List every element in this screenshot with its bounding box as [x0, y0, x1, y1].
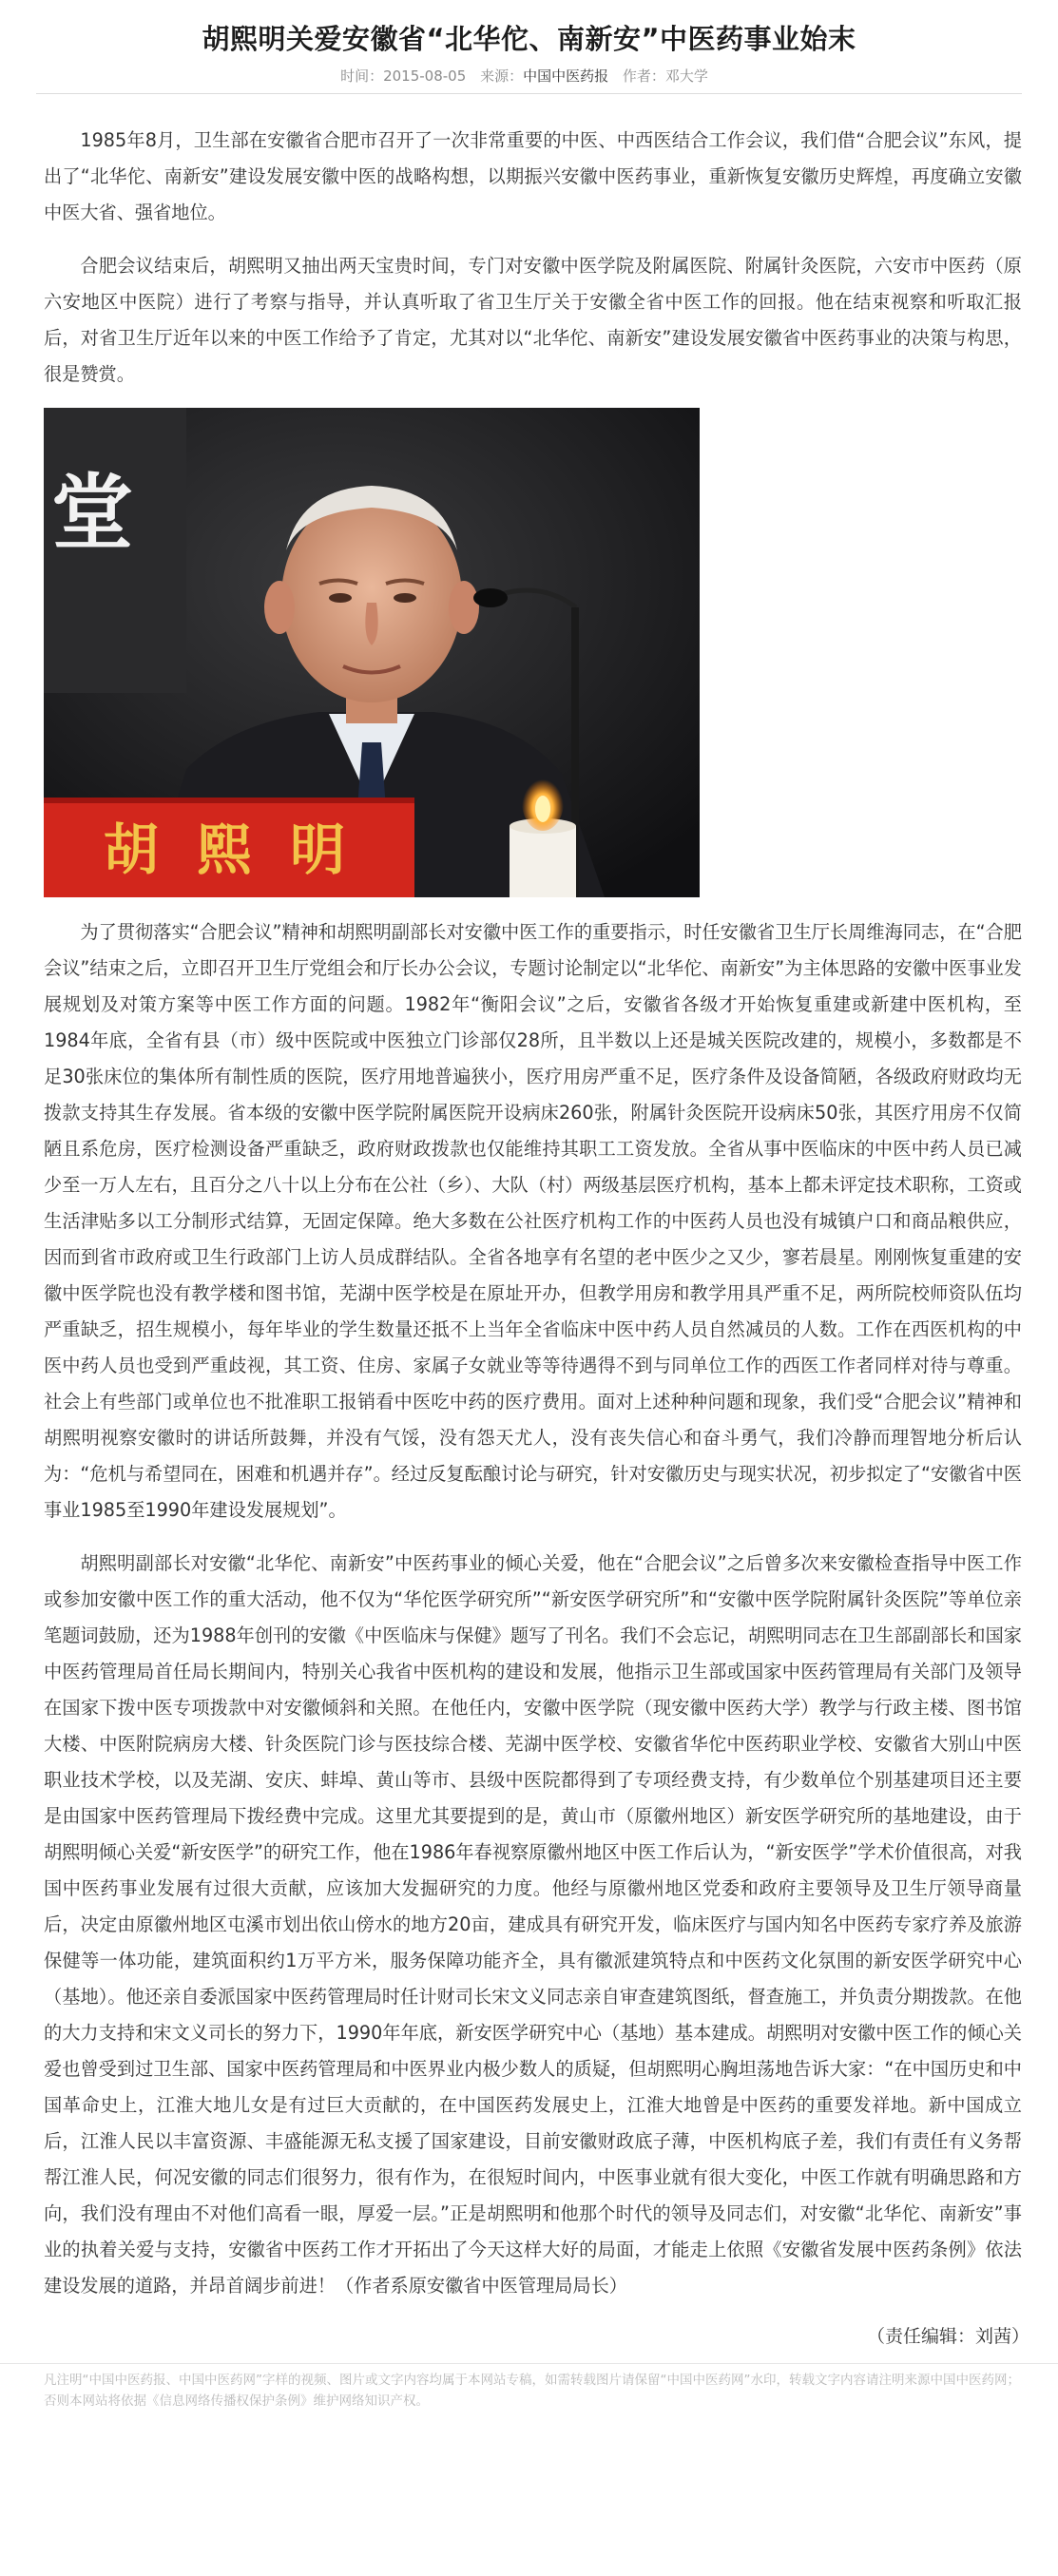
article-meta — [0, 65, 1058, 87]
author-label: 作者： — [622, 67, 665, 85]
article-body — [0, 123, 1058, 2304]
time-label: 时间： — [340, 67, 384, 85]
paragraph-2: 合肥会议结束后，胡熙明又抽出两天宝贵时间，专门对安徽中医学院及附属医院、附属针灸医院，六安市中医药（原六安地区中医院）进行了考察与指导，并认真听取了省卫生厅关于安徽全省中医工作的回报。他在结束视察和听取汇报后，对省卫生厅近年以来的中医工作给予了肯定，尤其对以“北华佗、南新安”建设发展安徽省中医药事业的决策与构思，很是赞赏。 — [44, 255, 1022, 385]
article-title: 胡熙明关爱安徽省“北华佗、南新安”中医药事业始末 — [202, 23, 856, 55]
paragraph-3: 为了贯彻落实“合肥会议”精神和胡熙明副部长对安徽中医工作的重要指示，时任安徽省卫生厅长周维海同志，在“合肥会议”结束之后，立即召开卫生厅党组会和厅长办公会议，专题讨论制定以“北华佗、南新安”为主体思路的安徽中医事业发展规划及对策方案等中医工作方面的问题。1982年“衡阳会议”之后，安徽省各级才开始恢复重建或新建中医机构，至1984年底，全省有县（市）级中医院或中医独立门诊部仅28所，且半数以上还是城关医院改建的，规模小，多数都是不足30张床位的集体所有制性质的医院，医疗用地普遍狭小，医疗用房严重不足，医疗条件及设备简陋，各级政府财政均无拨款支持其生存发展。省本级的安徽中医学院附属医院开设病床260张，附属针灸医院开设病床50张，其医疗用房不仅简陋且系危房，医疗检测设备严重缺乏，政府财政拨款也仅能维持其职工工资发放。全省从事中医临床的中医中药人员已减少至一万人左右，且百分之八十以上分布在公社（乡）、大队（村）两级基层医疗机构，基本上都未评定技术职称，工资或生活津贴多以工分制形式结算，无固定保障。绝大多数在公社医疗机构工作的中医药人员也没有城镇户口和商品粮供应，因而到省市政府或卫生行政部门上访人员成群结队。全省各地享有名望的老中医少之又少，寥若晨星。刚刚恢复重建的安徽中医学院也没有教学楼和图书馆，芜湖中医学校是在原址开办，但教学用房和教学用具严重不足，两所院校师资队伍均严重缺乏，招生规模小，每年毕业的学生数量还抵不上当年全省临床中医中药人员自然减员的人数。工作在西医机构的中医中药人员也受到严重歧视，其工资、住房、家属子女就业等等待遇得不到与同单位工作的西医工作者同样对待与尊重。社会上有些部门或单位也不批准职工报销看中医吃中药的医疗费用。面对上述种种问题和现象，我们受“合肥会议”精神和胡熙明视察安徽时的讲话所鼓舞，并没有气馁，没有怨天尤人，没有丧失信心和奋斗勇气，我们冷静而理智地分析后认为：“危机与希望同在，困难和机遇并存”。经过反复酝酿讨论与研究，针对安徽历史与现实状况，初步拟定了“安徽省中医事业1985至1990年建设发展规划”。 — [44, 921, 1022, 1521]
author-value: 邓大学 — [664, 67, 708, 85]
background-sign-text: 堂 — [51, 466, 133, 561]
source-link[interactable]: 中国中医药报 — [523, 67, 609, 85]
source-label: 来源： — [480, 67, 524, 85]
paragraph-1: 1985年8月，卫生部在安徽省合肥市召开了一次非常重要的中医、中西医结合工作会议，我们借“合肥会议”东风，提出了“北华佗、南新安”建设发展安徽中医的战略构想，以期振兴安徽中医药事业，重新恢复安徽历史辉煌，再度确立安徽中医大省、强省地位。 — [44, 129, 1022, 223]
responsible-editor: （责任编辑：刘茜） — [866, 2326, 1029, 2347]
paragraph-4: 胡熙明副部长对安徽“北华佗、南新安”中医药事业的倾心关爱，他在“合肥会议”之后曾多次来安徽检查指导中医工作或参加安徽中医工作的重大活动，他不仅为“华佗医学研究所”“新安医学研究所”和“安徽中医学院附属针灸医院”等单位亲笔题词鼓励，还为1988年创刊的安徽《中医临床与保健》题写了刊名。我们不会忘记，胡熙明同志在卫生部副部长和国家中医药管理局首任局长期间内，特别关心我省中医机构的建设和发展，他指示卫生部或国家中医药管理局有关部门及领导在国家下拨中医专项拨款中对安徽倾斜和关照。在他任内，安徽中医学院（现安徽中医药大学）教学与行政主楼、图书馆大楼、中医附院病房大楼、针灸医院门诊与医技综合楼、芜湖中医学校、安徽省华佗中医药职业学校、安徽省大别山中医职业技术学校，以及芜湖、安庆、蚌埠、黄山等市、县级中医院都得到了专项经费支持，有少数单位个别基建项目还主要是由国家中医药管理局下拨经费中完成。这里尤其要提到的是，黄山市（原徽州地区）新安医学研究所的基地建设，由于胡熙明倾心关爱“新安医学”的研究工作，他在1986年春视察原徽州地区中医工作后认为，“新安医学”学术价值很高，对我国中医药事业发展有过很大贡献，应该加大发掘研究的力度。他经与原徽州地区党委和政府主要领导及卫生厅领导商量后，决定由原徽州地区屯溪市划出依山傍水的地方20亩，建成具有研究开发，临床医疗与国内知名中医药专家疗养及旅游保健等一体功能，建筑面积约1万平方米，服务保障功能齐全，具有徽派建筑特点和中医药文化氛围的新安医学研究中心（基地）。他还亲自委派国家中医药管理局时任计财司长宋文义同志亲自审查建筑图纸，督查施工，并负责分期拨款。在他的大力支持和宋文义司长的努力下，1990年年底，新安医学研究中心（基地）基本建成。胡熙明对安徽中医工作的倾心关爱也曾受到过卫生部、国家中医药管理局和中医界业内极少数人的质疑，但胡熙明心胸坦荡地告诉大家：“在中国历史和中国革命史上，江淮大地儿女是有过巨大贡献的，在中国医药发展史上，江淮大地曾是中医药的重要发祥地。新中国成立后，江淮人民以丰富资源、丰盛能源无私支援了国家建设，目前安徽财政底子薄，中医机构底子差，我们有责任有义务帮帮江淮人民，何况安徽的同志们很努力，很有作为，在很短时间内，中医事业就有很大变化，中医工作就有明确思路和方向，我们没有理由不对他们高看一眼，厚爱一层。”正是胡熙明和他那个时代的领导及同志们，对安徽“北华佗、南新安”事业的执着关爱与支持，安徽省中医药工作才开拓出了今天这样大好的局面，才能走上依照《安徽省发展中医药条例》依法建设发展的道路，并昂首阔步前进！（作者系原安徽省中医管理局局长） — [44, 1552, 1022, 2297]
nameplate-text: 胡 熙 明 — [103, 817, 356, 882]
copyright-notice: 凡注明“中国中医药报、中国中医药网”字样的视频、图片或文字内容均属于本网站专稿，如需转载图片请保留“中国中医药网”水印，转载文字内容请注明来源中国中医药网；否则本网站将依据《信息网络传播权保护条例》维护网络知识产权。 — [44, 2373, 1020, 2409]
portrait-photo — [44, 408, 700, 897]
article-photo — [44, 408, 700, 897]
time-value: 2015-08-05 — [383, 67, 467, 85]
meta-divider — [36, 93, 1022, 94]
